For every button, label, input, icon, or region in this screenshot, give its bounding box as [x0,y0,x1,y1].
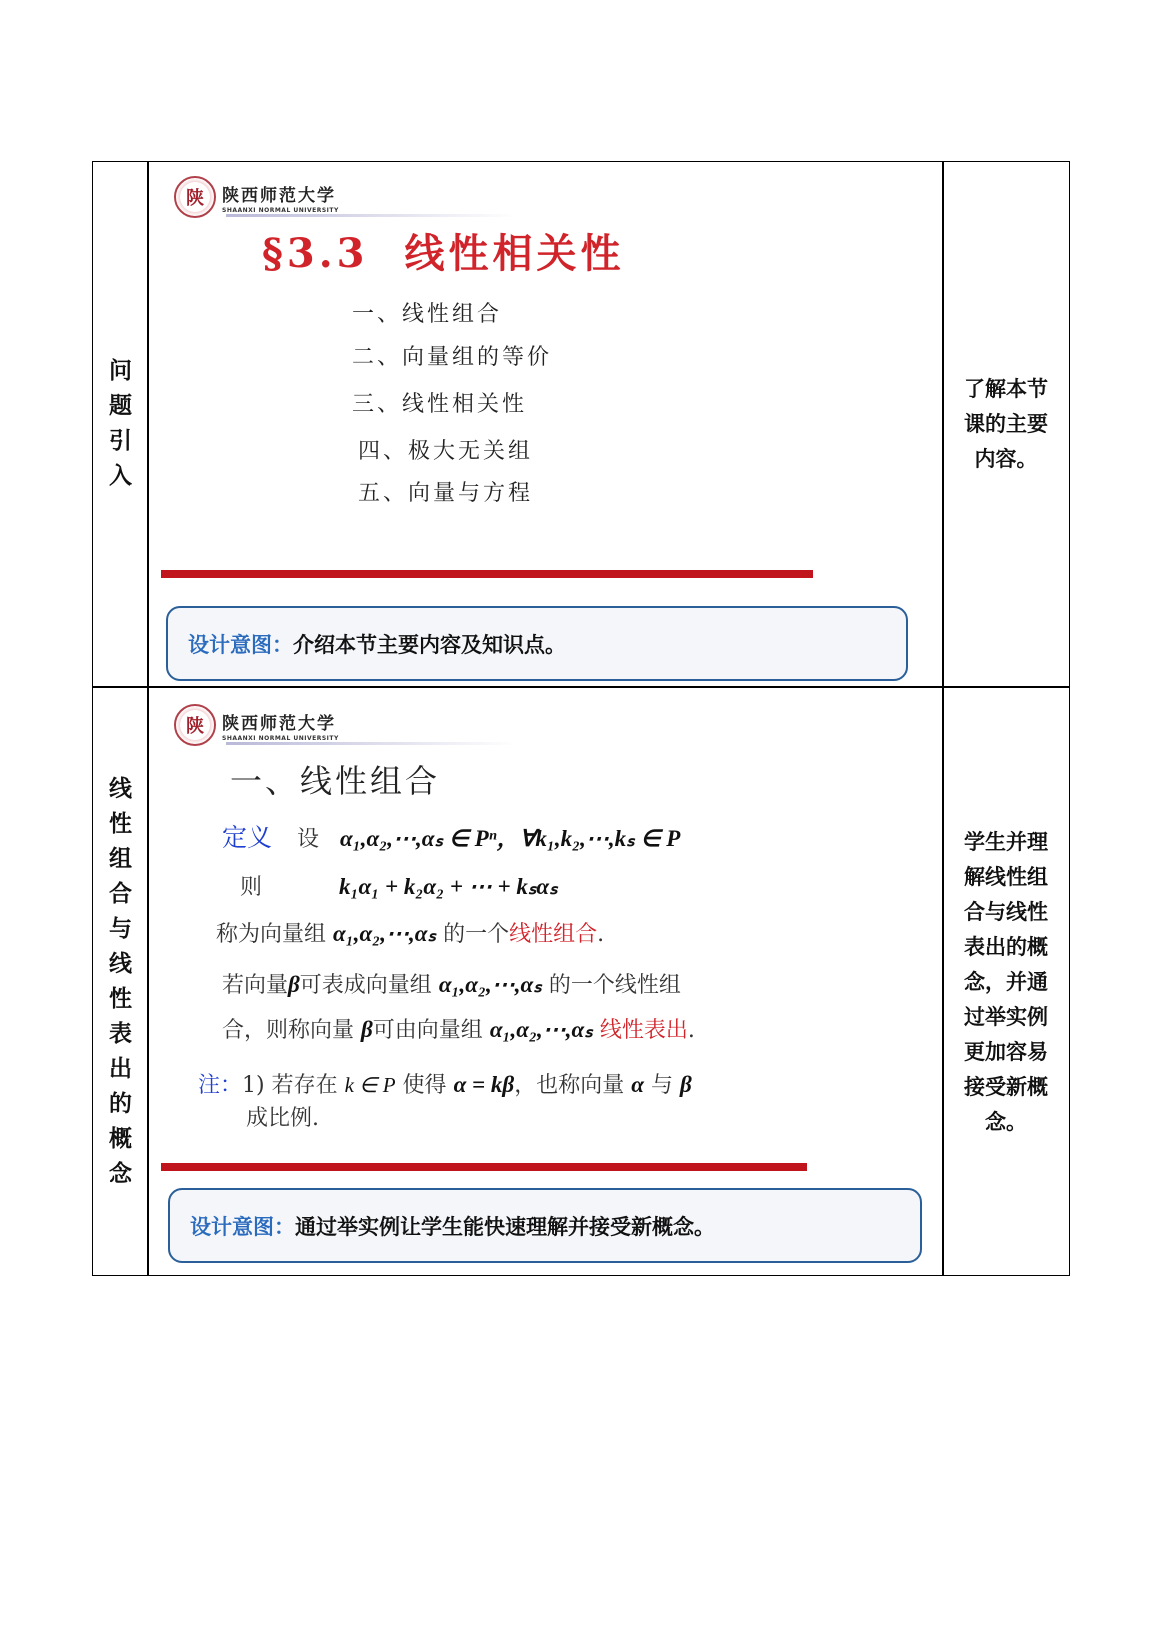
slide-heading: 一、线性组合 [230,762,441,800]
text-span: 称为向量组 [216,922,327,947]
text-span: 1) 若存在 [242,1073,338,1098]
toc-item: 一、线性组合 [352,302,503,327]
toc-item: 五、向量与方程 [358,481,534,506]
text-span: 的一个线性组 [548,973,681,998]
term-linear-combination: 线性组合 [509,922,598,947]
combination-math: k₁α₁ + k₂α₂ + ⋯ + kₛαₛ [339,874,558,899]
label-char: 入 [109,463,132,489]
label-char: 题 [109,393,132,419]
note-line-cont: 成比例. [246,1106,319,1131]
label-char: 合 [109,881,132,907]
university-name-en: SHAANXI NORMAL UNIVERSITY [222,734,339,742]
vector-group-math: α₁,α₂,⋯,αₛ [333,921,437,946]
row-label-concept [93,687,148,1277]
term-linear-representation: 线性表出 [599,1018,688,1043]
label-char: 引 [109,428,132,454]
label-char: 概 [109,1126,132,1152]
logo-underline [226,742,516,745]
label-char: 念 [109,1161,132,1187]
note-text: 学生并理解线性组合与线性表出的概念，并通过举实例更加容易接受新概念。 [964,829,1048,1134]
design-intent-box [168,1188,922,1263]
beta-symbol: β [679,1072,692,1097]
text-span: ，也称向量 [514,1073,625,1098]
alpha-symbol: α [631,1072,644,1097]
row-note-intro [943,162,1069,686]
section-title: 线性相关性 [404,230,625,277]
slide-title [262,222,625,279]
text-span: 与 [650,1073,673,1098]
text-span: . [687,1018,695,1043]
university-logo [174,704,339,746]
note-line [198,1068,692,1099]
design-intent-label: 设计意图： [190,1214,295,1239]
label-char: 性 [109,811,132,837]
text-span: 可由向量组 [372,1018,483,1043]
university-name-en: SHAANXI NORMAL UNIVERSITY [222,206,339,214]
label-char: 的 [109,1091,132,1117]
then-word: 则 [240,875,263,900]
vector-group-math: α₁,α₂,⋯,αₛ [489,1017,593,1042]
label-char: 与 [109,916,132,942]
university-seal-icon: 陕 [174,176,216,218]
slide-divider-bar [161,570,813,578]
k-in-p-math: k ∈ P [344,1073,396,1097]
label-char: 性 [109,986,132,1012]
design-intent-text: 介绍本节主要内容及知识点。 [293,632,566,657]
design-intent-text: 通过举实例让学生能快速理解并接受新概念。 [295,1214,715,1239]
vector-group-math: α₁,α₂,⋯,αₛ [438,972,542,997]
definition-math: α₁,α₂,⋯,αₛ ∈ Pⁿ，∀k₁,k₂,⋯,kₛ ∈ P [340,826,681,851]
text-span: 若向量 [222,973,289,998]
if-line [222,968,681,999]
university-name-cn: 陕西师范大学 [222,713,336,734]
text-span: . [597,922,605,947]
toc-item: 二、向量组的等价 [352,345,553,370]
text-span: 使得 [402,1073,447,1098]
text-span: 的一个 [443,922,510,947]
label-char: 线 [109,951,132,977]
university-logo [174,176,339,218]
definition-label: 定义 [222,823,273,852]
design-intent-label: 设计意图： [188,632,293,657]
beta-symbol: β [361,1017,373,1042]
row-label-intro [93,162,148,686]
note-text: 了解本节课的主要内容。 [964,376,1048,471]
design-intent-box [166,606,908,681]
university-seal-icon: 陕 [174,704,216,746]
label-char: 问 [109,358,132,384]
beta-symbol: β [288,972,300,997]
text-span: 合，则称向量 [222,1018,355,1043]
slide-divider-bar [161,1163,807,1171]
label-char: 出 [109,1056,132,1082]
called-line [216,917,604,948]
row-divider [93,686,1069,688]
combination-line [240,870,558,901]
toc-item: 四、极大无关组 [358,439,534,464]
university-name-cn: 陕西师范大学 [222,185,336,206]
definition-line [222,818,680,854]
text-span: 可表成向量组 [299,973,432,998]
section-number: §3.3 [262,230,369,277]
alpha-equals-k-beta-math: α = kβ [453,1072,515,1097]
then-line [222,1013,695,1044]
label-char: 表 [109,1021,132,1047]
row-note-concept [943,687,1069,1277]
label-char: 线 [109,776,132,802]
logo-underline [226,214,516,217]
label-char: 组 [109,846,132,872]
toc-item: 三、线性相关性 [352,392,528,417]
definition-word: 设 [297,827,320,852]
note-label: 注： [198,1073,243,1098]
